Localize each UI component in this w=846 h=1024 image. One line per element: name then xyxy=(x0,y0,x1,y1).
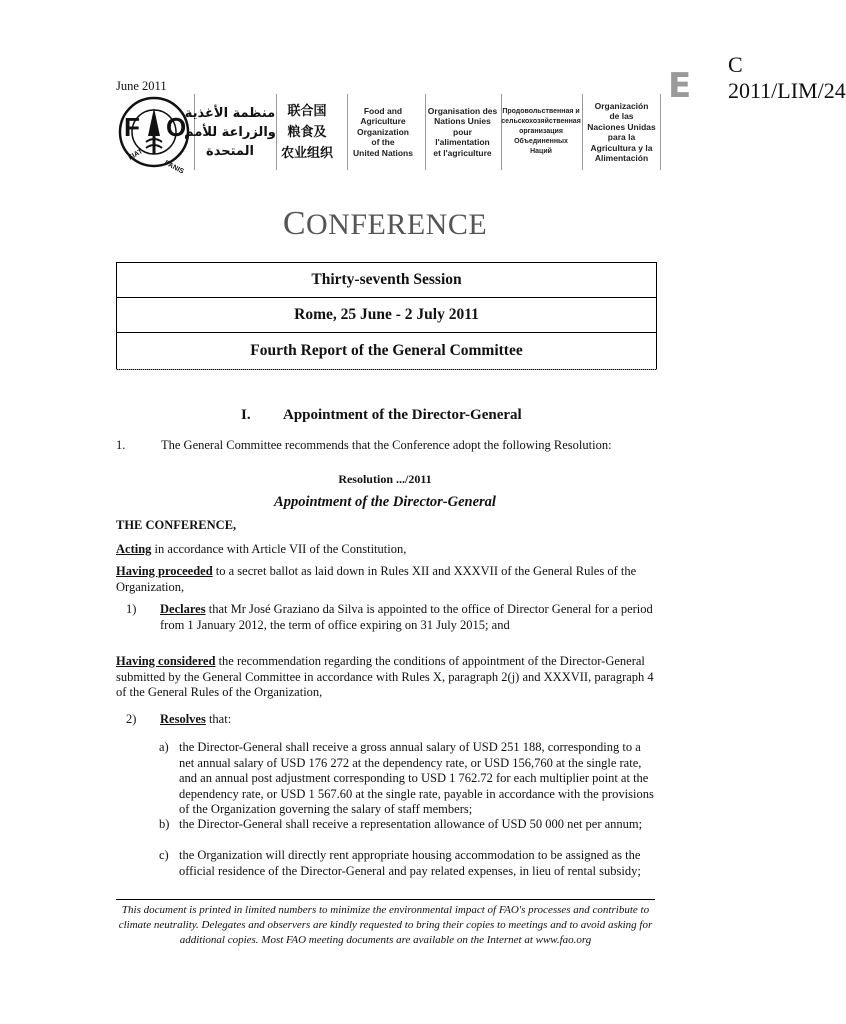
document-date: June 2011 xyxy=(116,79,167,93)
considered-text: the recommendation regarding the conditions of appointment of the Director-General submitted by the General Committee in accordance with Rules X, paragraph 2(j) and XXXVII, paragraph 4 of the General Rules of the Organization, xyxy=(116,654,654,699)
acting-clause xyxy=(116,542,656,558)
resolves-text: that: xyxy=(205,712,232,726)
section-number: I. xyxy=(241,407,251,423)
conference-initial: C xyxy=(282,205,306,242)
subitem-text: the Director-General shall receive a gross annual salary of USD 251 188, corresponding to a net annual salary of USD 176 272 at the dependency rate, or USD 156,760 at the single rate, and an annual post adjustment corresponding to USD 1 762.72 for each multiplier point at the dependency rate, or USD 1 567.60 at the single rate, payable in accordance with the provisions of the Organization governing the salary of staff members; xyxy=(179,740,654,816)
english-line: Food and xyxy=(363,105,403,116)
logo-letter-o: O xyxy=(166,112,187,142)
org-name-arabic xyxy=(184,94,276,170)
report-title: Fourth Report of the General Committee xyxy=(250,341,523,359)
arabic-line: منظمة الأغذية xyxy=(184,105,276,121)
svg-text:FIAT: FIAT xyxy=(127,148,145,162)
declares-text: that Mr José Graziano da Silva is appointed to the office of Director General for a period from 1 January 2012, the term of office expiring on 31 July 2015; and xyxy=(160,602,653,632)
item1-text xyxy=(160,602,656,633)
chinese-line: 农业组织 xyxy=(280,145,333,161)
resolves-keyword: Resolves xyxy=(160,712,206,726)
arabic-line: المتحدة xyxy=(206,143,254,159)
french-line: Organisation des xyxy=(427,105,498,116)
russian-line: Продовольственная и xyxy=(502,108,580,115)
considered-keyword: Having considered xyxy=(116,654,216,668)
item2-text xyxy=(160,712,656,728)
org-name-chinese xyxy=(276,94,337,170)
spanish-line: Naciones Unidas xyxy=(587,121,656,132)
conference-heading xyxy=(0,205,770,243)
spanish-line: Agricultura y la xyxy=(590,142,653,153)
acting-text: in accordance with Article VII of the Constitution, xyxy=(151,542,407,556)
svg-text:PANIS: PANIS xyxy=(163,159,185,176)
resolution-number: Resolution .../2011 xyxy=(338,472,432,486)
footer-rule xyxy=(116,899,655,900)
english-line: Organization xyxy=(357,126,409,137)
russian-line: организация xyxy=(519,128,563,135)
session-place-dates: Rome, 25 June - 2 July 2011 xyxy=(117,298,656,333)
declares-keyword: Declares xyxy=(160,602,206,616)
considered-clause xyxy=(116,654,656,701)
paragraph-number: 1. xyxy=(116,438,126,452)
fao-logo xyxy=(116,96,192,176)
session-box xyxy=(116,262,657,370)
document-symbol: C 2011/LIM/24 xyxy=(728,52,846,103)
proceeded-clause xyxy=(116,564,656,595)
english-line: United Nations xyxy=(353,147,413,158)
language-code: E xyxy=(668,66,692,106)
fao-letterhead xyxy=(116,94,656,176)
arabic-line: والزراعة للأمم xyxy=(184,124,276,140)
proceeded-keyword: Having proceeded xyxy=(116,564,213,578)
item2-number: 2) xyxy=(126,712,137,726)
russian-line: Наций xyxy=(530,148,552,155)
spanish-line: Alimentación xyxy=(594,153,649,163)
conference-rest: ONFERENCE xyxy=(306,208,488,241)
subitem-label: a) xyxy=(159,740,169,754)
org-name-french xyxy=(425,94,499,170)
chinese-line: 粮食及 xyxy=(287,124,327,140)
spanish-line: para la xyxy=(607,132,636,142)
item1-number: 1) xyxy=(126,602,137,616)
resolution-title: Appointment of the Director-General xyxy=(274,494,496,510)
french-line: Nations Unies xyxy=(434,116,491,127)
session-title: Thirty-seventh Session xyxy=(117,263,656,298)
proceeded-text: to a secret ballot as laid down in Rules XII and XXXVII of the General Rules of the Organization, xyxy=(116,564,637,594)
section-title: Appointment of the Director-General xyxy=(283,407,522,423)
org-name-english xyxy=(347,94,418,170)
logo-letter-f: F xyxy=(124,112,140,142)
subitem-text: the Director-General shall receive a representation allowance of USD 50 000 net per annum; xyxy=(179,817,643,831)
spanish-line: Organización xyxy=(594,100,649,111)
footer-notice: This document is printed in limited numbers to minimize the environmental impact of FAO's processes and contribute to climate neutrality. Delegates and observers are kindly requested to bring their copies to meetings and to avoid asking for additional copies. Most FAO meeting documents are available on the Internet at www.fao.org xyxy=(118,904,653,946)
subitem-label: b) xyxy=(159,817,170,831)
english-line: Agriculture xyxy=(360,116,406,127)
french-line: pour xyxy=(453,126,472,137)
french-line: l'alimentation xyxy=(435,137,490,148)
resolution-preamble: THE CONFERENCE, xyxy=(116,518,237,532)
french-line: et l'agriculture xyxy=(433,147,492,158)
subitem-label: c) xyxy=(159,848,169,862)
org-name-russian xyxy=(501,94,580,170)
dotted-divider xyxy=(116,369,657,370)
paragraph-text: The General Committee recommends that the Conference adopt the following Resolution: xyxy=(161,438,612,452)
chinese-line: 联合国 xyxy=(287,103,327,119)
english-line: of the xyxy=(371,137,395,148)
acting-keyword: Acting xyxy=(116,542,152,556)
russian-line: сельскохозяйственная xyxy=(501,118,581,125)
spanish-line: de las xyxy=(609,111,634,121)
russian-line: Объединенных xyxy=(514,138,568,145)
subitem-text: the Organization will directly rent appropriate housing accommodation to be assigned as the official residence of the Director-General and pay related expenses, in lieu of rental subsidy; xyxy=(179,848,641,878)
org-name-spanish xyxy=(582,94,661,170)
